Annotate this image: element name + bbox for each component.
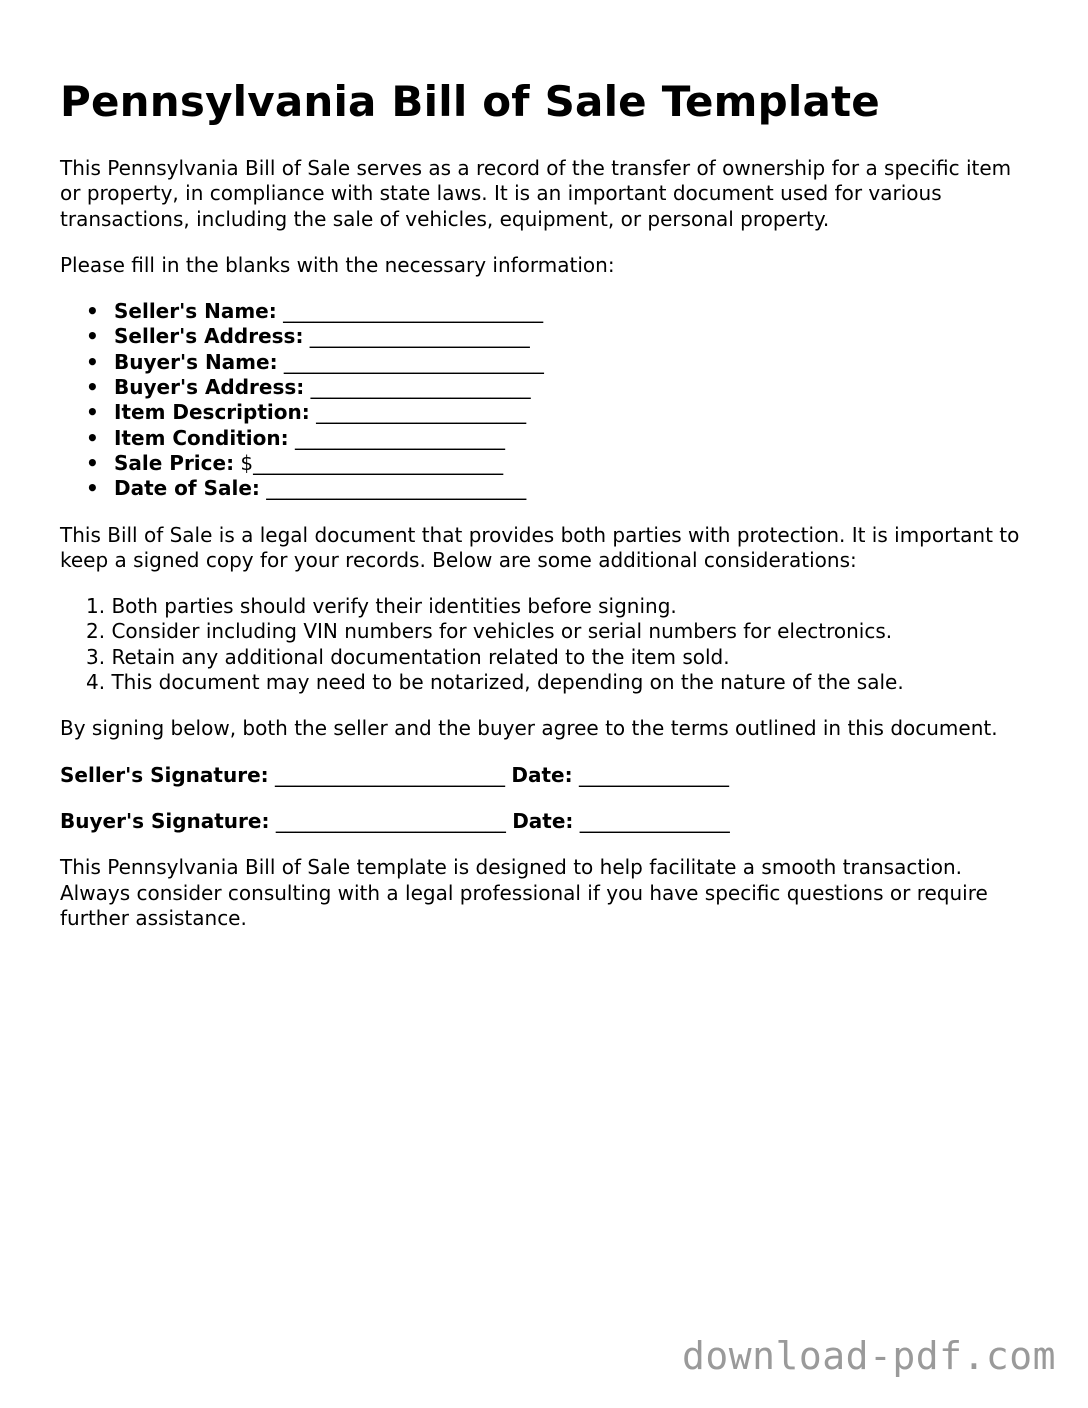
field-label: Seller's Address: — [114, 324, 304, 349]
field-blank[interactable]: ______________________ — [304, 375, 531, 400]
bullet-icon: • — [86, 349, 99, 374]
field-item-condition — [86, 426, 1035, 451]
bullet-icon: • — [86, 324, 99, 349]
field-label: Buyer's Address: — [114, 375, 305, 400]
field-label: Date of Sale: — [114, 476, 260, 501]
seller-date-label: Date: — [511, 762, 573, 787]
buyer-signature-label: Buyer's Signature: — [60, 808, 270, 833]
field-blank[interactable]: _____________________ — [288, 425, 505, 450]
document-title: Pennsylvania Bill of Sale Template — [60, 77, 880, 126]
field-list — [60, 299, 1035, 501]
field-blank[interactable]: __________________________ — [277, 349, 544, 374]
seller-signature-label: Seller's Signature: — [60, 762, 269, 787]
field-label: Buyer's Name: — [114, 349, 278, 374]
seller-signature-line — [60, 763, 1035, 788]
field-blank[interactable]: __________________________ — [259, 476, 527, 501]
fill-in-prompt: Please fill in the blanks with the necessary information: — [60, 252, 615, 277]
legal-paragraph: This Bill of Sale is a legal document that provides both parties with protection. It is important to keep a signed copy for your records. Below are some additional considerations: — [60, 522, 1020, 572]
field-blank[interactable]: ______________________ — [303, 324, 530, 349]
bullet-icon: • — [86, 299, 99, 324]
watermark-text: download-pdf.com — [681, 1334, 1056, 1378]
field-label: Sale Price: — [114, 450, 235, 475]
field-date-of-sale — [86, 476, 1035, 501]
seller-date-blank[interactable]: _______________ — [572, 762, 729, 787]
field-label: Seller's Name: — [114, 299, 277, 324]
document-page — [60, 72, 1035, 931]
buyer-date-label: Date: — [512, 808, 574, 833]
field-item-description — [86, 400, 1035, 425]
bullet-icon: • — [86, 476, 99, 501]
buyer-signature-line — [60, 809, 1035, 834]
buyer-signature-blank[interactable]: _______________________ — [269, 808, 513, 833]
field-label: Item Condition: — [114, 425, 289, 450]
field-label: Item Description: — [114, 400, 310, 425]
bullet-icon: • — [86, 375, 99, 400]
bullet-icon: • — [86, 425, 99, 450]
consideration-item: 3. Retain any additional documentation related to the item sold. — [86, 644, 730, 669]
field-blank[interactable]: __________________________ — [276, 299, 544, 324]
field-sellers-address — [86, 324, 1035, 349]
field-buyers-name — [86, 350, 1035, 375]
field-blank[interactable]: _____________________ — [309, 400, 527, 425]
agreement-paragraph: By signing below, both the seller and the buyer agree to the terms outlined in this document. — [60, 716, 998, 741]
buyer-date-blank[interactable]: _______________ — [573, 808, 730, 833]
bullet-icon: • — [86, 400, 99, 425]
closing-paragraph: This Pennsylvania Bill of Sale template is designed to help facilitate a smooth transaction. Always consider consulting with a legal professional if you have specific questions or require further assistance. — [60, 855, 988, 930]
consideration-item: 1. Both parties should verify their identities before signing. — [86, 594, 677, 619]
field-blank[interactable]: $_________________________ — [234, 450, 504, 475]
field-sale-price — [86, 451, 1035, 476]
intro-paragraph: This Pennsylvania Bill of Sale serves as a record of the transfer of ownership for a specific item or property, in compliance with state laws. It is an important document used for various transactions, including the sale of vehicles, equipment, or personal property. — [60, 156, 1012, 231]
field-buyers-address — [86, 375, 1035, 400]
field-sellers-name — [86, 299, 1035, 324]
seller-signature-blank[interactable]: _______________________ — [268, 762, 512, 787]
bullet-icon: • — [86, 450, 99, 475]
consideration-item: 2. Consider including VIN numbers for vehicles or serial numbers for electronics. — [86, 619, 893, 644]
considerations-list — [60, 594, 1035, 695]
consideration-item: 4. This document may need to be notarized, depending on the nature of the sale. — [86, 670, 904, 695]
